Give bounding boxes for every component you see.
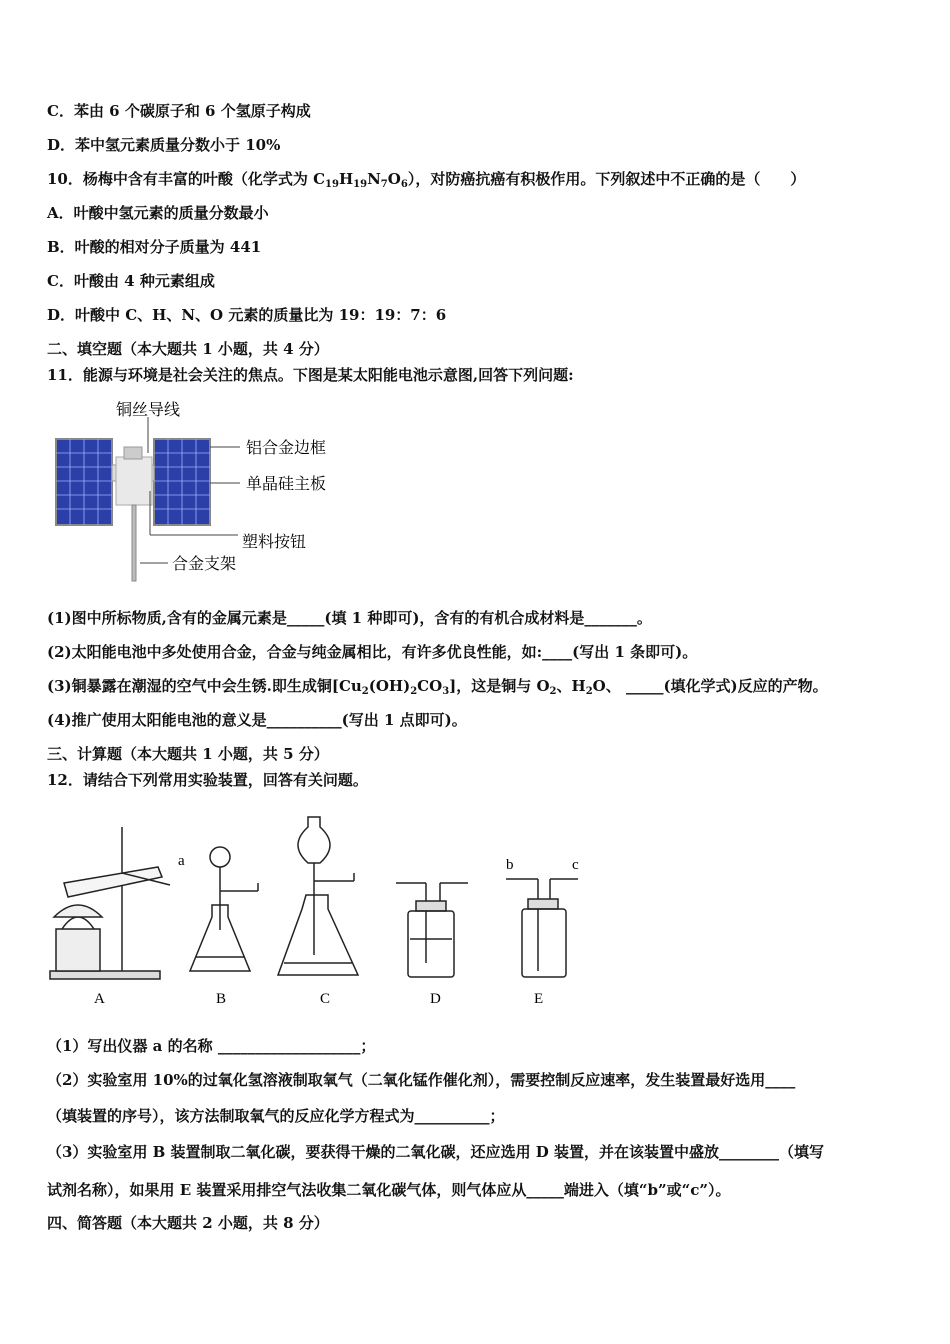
lab-apparatus-figure [40,805,600,1015]
sub: 2 [361,686,369,697]
q11-part-4: (4)推广使用太阳能电池的意义是__________(写出 1 点即可)。 [47,711,467,729]
plastic-button-box [116,457,152,505]
q9-option-d: D．苯中氢元素质量分数小于 10% [47,136,281,154]
sub: 2 [585,686,593,697]
label-silicon-board: 单晶硅主板 [246,474,327,493]
formula-part: O [387,170,401,188]
apparatus-c [278,817,358,975]
q9-option-c: C．苯由 6 个碳原子和 6 个氢原子构成 [47,102,311,120]
q12-part-3b: 试剂名称），如果用 E 装置采用排空气法收集二氧化碳气体，则气体应从_____端进入（填“b”或“c”）。 [47,1181,731,1199]
text: (3)铜暴露在潮湿的空气中会生锈.即生成铜[Cu [47,677,362,695]
label-aluminum-frame: 铝合金边框 [246,438,327,457]
q11-part-3 [47,676,828,702]
apparatus-a [50,827,170,979]
q12-part-1: （1）写出仪器 a 的名称 ___________________； [47,1037,376,1055]
q10-option-c: C．叶酸由 4 种元素组成 [47,272,215,290]
q11-part-1: (1)图中所标物质,含有的金属元素是_____(填 1 种即可)，含有的有机合成材料是_______。 [47,609,652,627]
label-copper-wire: 铜丝导线 [116,400,181,419]
text: (OH) [368,677,411,695]
formula-sub: 6 [400,179,408,190]
label-b: b [506,857,514,873]
section-3-heading: 三、计算题（本大题共 1 小题，共 5 分） [47,745,329,763]
caption-C: C [320,991,331,1007]
label-c: c [572,857,579,873]
q10-stem-rest: ），对防癌抗癌有积极作用。下列叙述中不正确的是（ ） [407,170,806,188]
q12-part-3a: （3）实验室用 B 装置制取二氧化碳，要获得干燥的二氧化碳，还应选用 D 装置，并在该装置中盛放________（填写 [47,1143,825,1161]
label-plastic-button: 塑料按钮 [242,532,307,551]
section-4-heading: 四、简答题（本大题共 2 小题，共 8 分） [47,1214,329,1232]
q11-part-2: (2)太阳能电池中多处使用合金，合金与纯金属相比，有许多优良性能，如:____(写出 1 条即可)。 [47,643,698,661]
sub: 2 [549,686,557,697]
text: ]，这是铜与 O [449,677,550,695]
q10-option-b: B．叶酸的相对分子质量为 441 [47,238,262,256]
caption-B: B [216,991,227,1007]
right-solar-panel [154,439,210,525]
formula-sub: 19 [325,179,339,190]
q10-stem-text: 10．杨梅中含有丰富的叶酸（化学式为 C [47,170,326,188]
formula-sub: 7 [380,179,388,190]
formula-sub: 19 [353,179,368,190]
caption-A: A [94,991,105,1007]
text: CO [417,677,443,695]
apparatus-b [190,847,258,971]
q12-stem: 12．请结合下列常用实验装置，回答有关问题。 [47,771,368,789]
text: O、 _____(填化学式)反应的产物。 [592,677,828,695]
label-alloy-stand: 合金支架 [172,554,237,573]
q11-stem: 11．能源与环境是社会关注的焦点。下图是某太阳能电池示意图,回答下列问题: [47,366,574,384]
solar-cell-figure [50,395,350,585]
caption-E: E [534,991,544,1007]
sub: 2 [410,686,418,697]
formula-part: H [338,170,354,188]
apparatus-e [506,879,578,977]
formula-part: N [367,170,381,188]
q10-stem [47,169,805,195]
q12-part-2b: （填装置的序号），该方法制取氧气的反应化学方程式为__________； [47,1107,505,1125]
text: 、H [556,677,586,695]
left-solar-panel [56,439,112,525]
q10-option-a: A．叶酸中氢元素的质量分数最小 [47,204,269,222]
sub: 3 [442,686,450,697]
section-2-heading: 二、填空题（本大题共 1 小题，共 4 分） [47,340,329,358]
alloy-stand [132,505,136,581]
label-a: a [178,853,185,869]
apparatus-d [396,883,468,977]
q10-option-d: D．叶酸中 C、H、N、O 元素的质量比为 19：19：7：6 [47,306,447,324]
caption-D: D [430,991,441,1007]
q12-part-2a: （2）实验室用 10%的过氧化氢溶液制取氧气（二氧化锰作催化剂），需要控制反应速率，发生装置最好选用____ [47,1071,796,1089]
